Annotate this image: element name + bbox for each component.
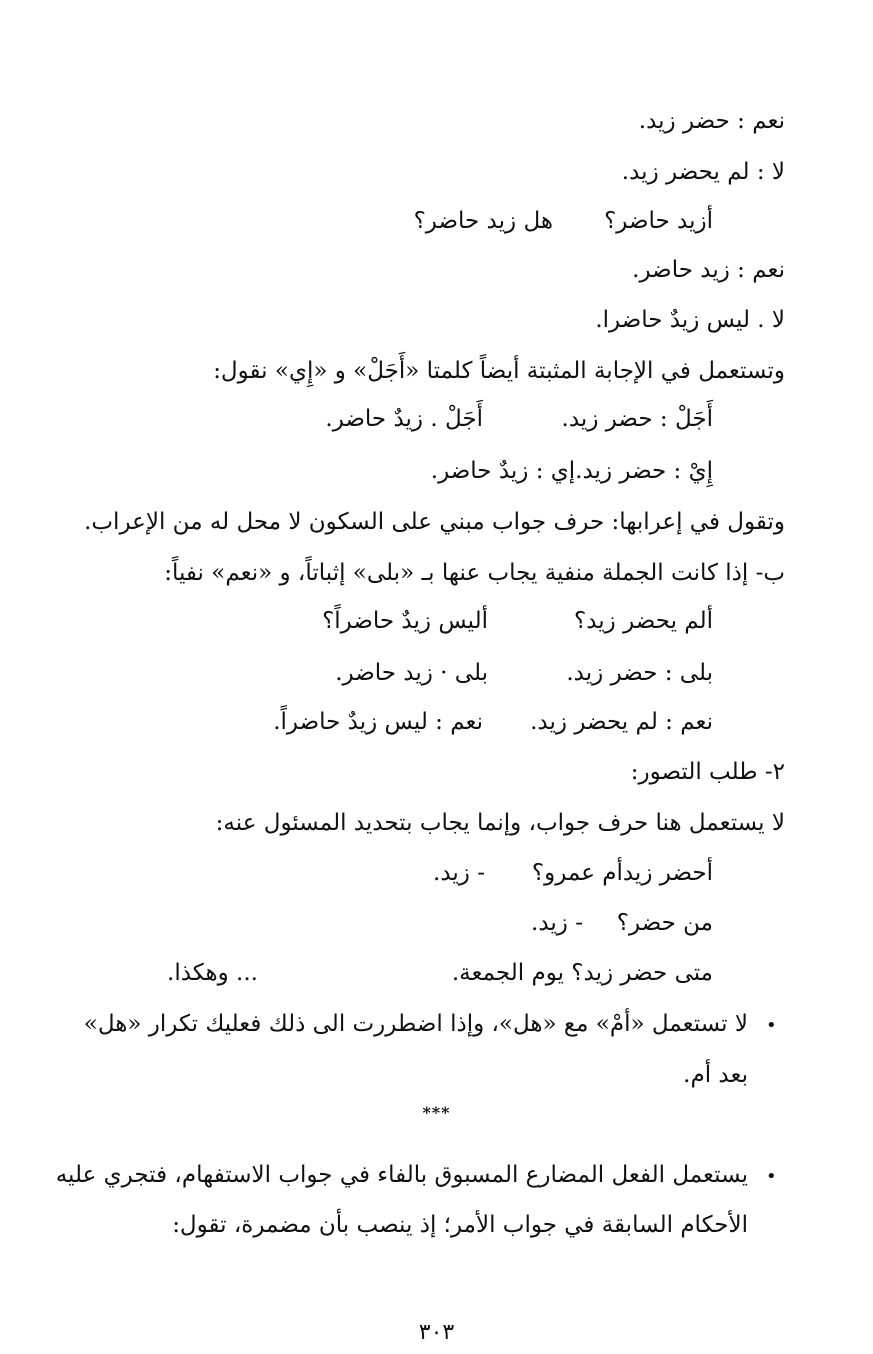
example-a: متى حضر زيد؟ يوم الجمعة. — [451, 960, 713, 986]
example-a: بلى : حضر زيد. — [566, 660, 713, 686]
text-line: لا يستعمل هنا حرف جواب، وإنما يجاب بتحديد المسئول عنه: — [215, 810, 785, 836]
example-a: من حضر؟ — [616, 910, 713, 936]
example-b: أليس زيدٌ حاضراً؟ — [322, 608, 488, 634]
text-line: الأحكام السابقة في جواب الأمر؛ إذ ينصب بأن مضمرة، تقول: — [172, 1212, 748, 1238]
text-line: لا تستعمل «أمْ» مع «هل»، وإذا اضطررت الى ذلك فعليك تكرار «هل» — [83, 1011, 748, 1037]
example-a: أزيد حاضر؟ — [604, 208, 713, 234]
example-b: - زيد. — [433, 860, 485, 886]
text-line: ب- إذا كانت الجملة منفية يجاب عنها بـ «بلى» إثباتاً، و «نعم» نفياً: — [164, 560, 785, 586]
example-b: أَجَلْ . زيدٌ حاضر. — [325, 406, 483, 432]
section-heading: ٢- طلب التصور: — [630, 759, 785, 785]
text-line: وتستعمل في الإجابة المثبتة أيضاً كلمتا «أَجَلْ» و «إِي» نقول: — [213, 358, 785, 384]
example-a: أَجَلْ : حضر زيد. — [561, 406, 713, 432]
text-line: وتقول في إعرابها: حرف جواب مبني على السكون لا محل له من الإعراب. — [84, 509, 785, 535]
example-a: أحضر زيدأم عمرو؟ — [531, 860, 713, 886]
example-b: بلى · زيد حاضر. — [335, 660, 488, 686]
text-line: لا . ليس زيدٌ حاضرا. — [595, 307, 785, 333]
bullet: • — [766, 1015, 777, 1036]
example-b: هل زيد حاضر؟ — [413, 208, 553, 234]
example-a: ألم يحضر زيد؟ — [574, 608, 713, 634]
text-line: يستعمل الفعل المضارع المسبوق بالفاء في جواب الاستفهام، فتجري عليه — [55, 1162, 748, 1188]
text-line: لا : لم يحضر زيد. — [621, 159, 785, 185]
example-b: ... وهكذا. — [167, 960, 258, 986]
text-line: نعم : حضر زيد. — [638, 108, 785, 134]
example-b: نعم : ليس زيدٌ حاضراً. — [273, 709, 483, 735]
page-number: ٣٠٣ — [418, 1320, 455, 1345]
text-line: نعم : زيد حاضر. — [632, 257, 785, 283]
example-b: - زيد. — [531, 910, 583, 936]
text-line: إِيْ : حضر زيد.إي : زيدٌ حاضر. — [430, 458, 713, 484]
text-line: بعد أم. — [683, 1062, 748, 1088]
bullet: • — [766, 1166, 777, 1187]
example-a: نعم : لم يحضر زيد. — [530, 709, 713, 735]
separator-stars: *** — [422, 1103, 451, 1122]
